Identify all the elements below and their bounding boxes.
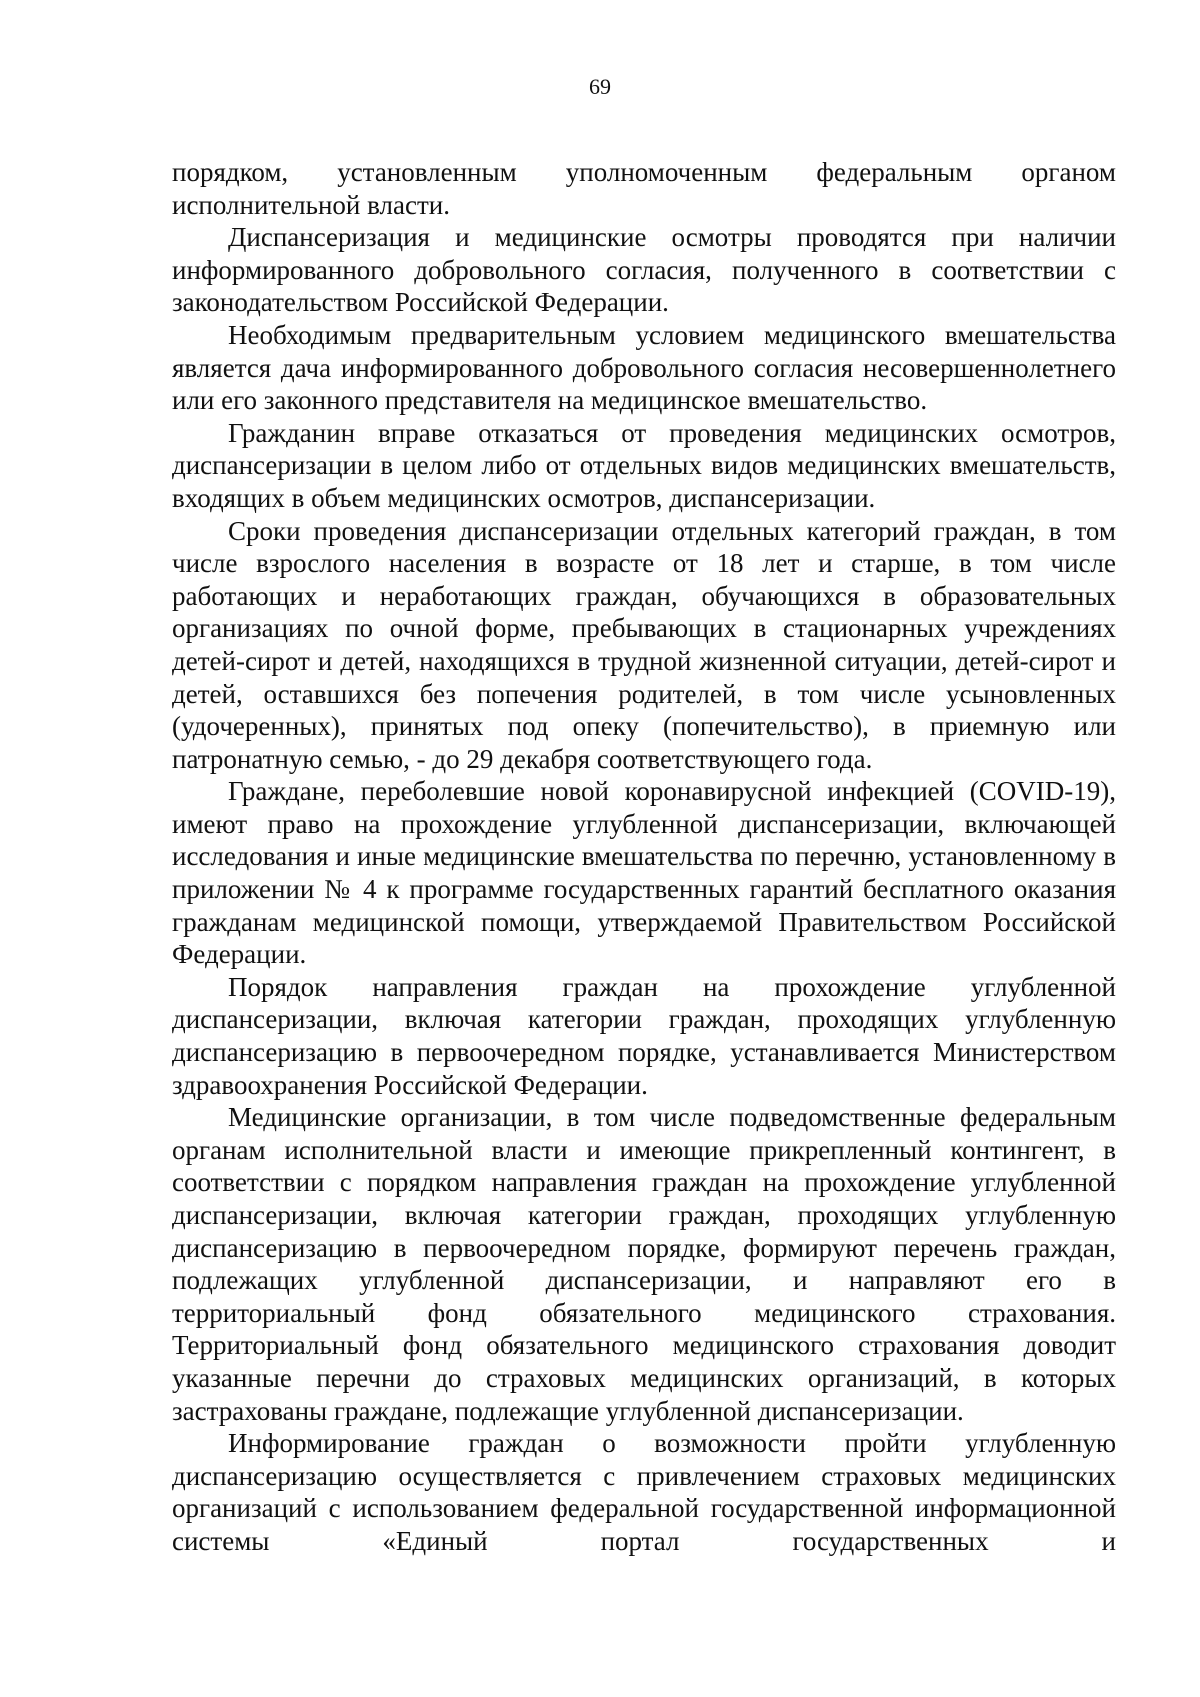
document-body bbox=[172, 156, 1116, 1558]
paragraph: Необходимым предварительным условием медицинского вмешательства является дача информированного добровольного согласия несовершеннолетнего или его законного представителя на медицинское вмешательство. bbox=[172, 319, 1116, 416]
paragraph: Информирование граждан о возможности пройти углубленную диспансеризацию осуществляется с привлечением страховых медицинских организаций с использованием федеральной государственной информационной системы «Единый портал государственных и bbox=[172, 1428, 1116, 1556]
paragraph: Граждане, переболевшие новой коронавирусной инфекцией (COVID-19), имеют право на прохождение углубленной диспансеризации, включающей исследования и иные медицинские вмешательства по перечню, установленному в приложении № 4 к программе государственных гарантий бесплатного оказания гражданам медицинской помощи, утверждаемой Правительством Российской Федерации. bbox=[172, 776, 1116, 970]
paragraph: порядком, установленным уполномоченным федеральным органом исполнительной власти. bbox=[172, 157, 1116, 220]
paragraph: Порядок направления граждан на прохождение углубленной диспансеризации, включая категории граждан, проходящих углубленную диспансеризацию в первоочередном порядке, устанавливается Министерством здравоохранения Российской Федерации. bbox=[172, 971, 1116, 1100]
paragraph: Гражданин вправе отказаться от проведения медицинских осмотров, диспансеризации в целом либо от отдельных видов медицинских вмешательств, входящих в объем медицинских осмотров, диспансеризации. bbox=[172, 417, 1116, 513]
page-number: 69 bbox=[589, 74, 611, 99]
paragraph: Медицинские организации, в том числе подведомственные федеральным органам исполнительной власти и имеющие прикрепленный контингент, в соответствии с порядком направления граждан на прохождение углубленной диспансеризации, включая категории граждан, проходящих углубленную диспансеризацию в первоочередном порядке, формируют перечень граждан, подлежащих углубленной диспансеризации, и направляют его в территориальный фонд обязательного медицинского страхования. Территориальный фонд обязательного медицинского страхования доводит указанные перечни до страховых медицинских организаций, в которых застрахованы граждане, подлежащие углубленной диспансеризации. bbox=[172, 1102, 1116, 1426]
paragraph: Сроки проведения диспансеризации отдельных категорий граждан, в том числе взрослого населения в возрасте от 18 лет и старше, в том числе работающих и неработающих граждан, обучающихся в образовательных организациях по очной форме, пребывающих в стационарных учреждениях детей-сирот и детей, находящихся в трудной жизненной ситуации, детей-сирот и детей, оставшихся без попечения родителей, в том числе усыновленных (удочеренных), принятых под опеку (попечительство), в приемную или патронатную семью, - до 29 декабря соответствующего года. bbox=[172, 515, 1116, 774]
paragraph: Диспансеризация и медицинские осмотры проводятся при наличии информированного добровольного согласия, полученного в соответствии с законодательством Российской Федерации. bbox=[172, 222, 1116, 318]
